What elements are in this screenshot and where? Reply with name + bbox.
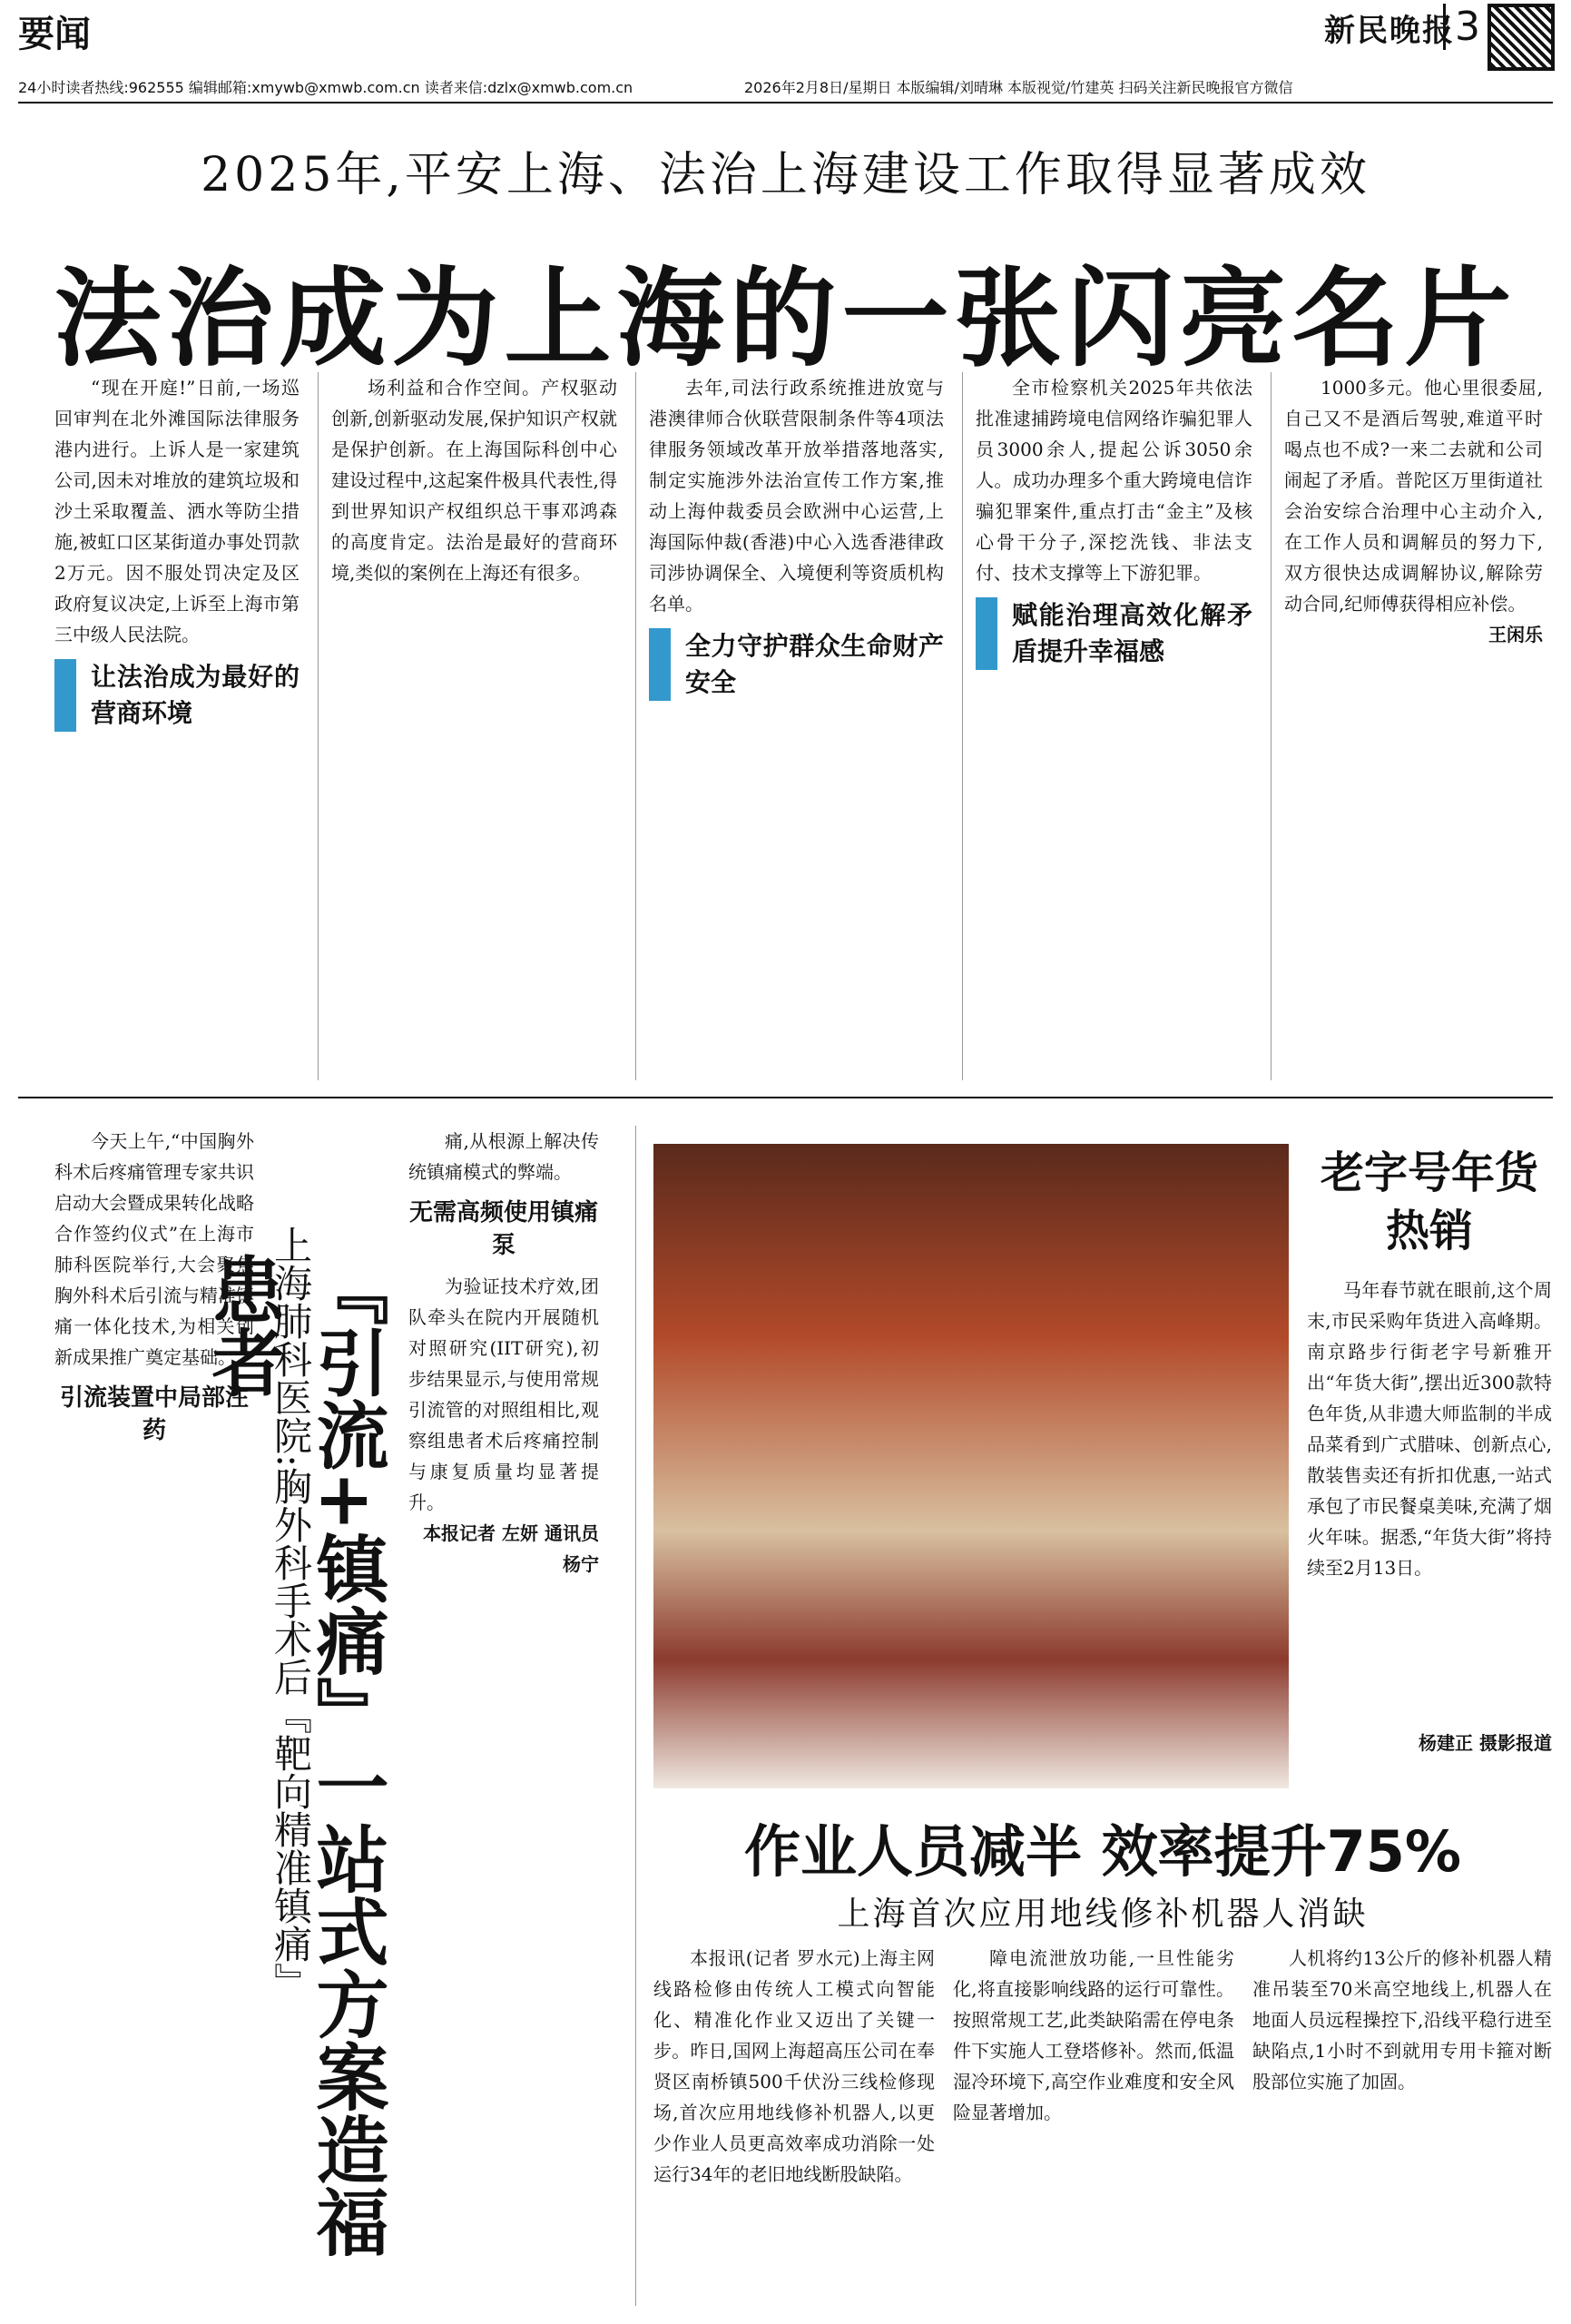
lead-col-3-text: 去年,司法行政系统推进放宽与港澳律师合伙联营限制条件等4项法律服务领域改革开放举措落地落实,制定实施涉外法治宣传工作方案,推动上海仲裁委员会欧洲中心运营,上海国际仲裁(香港)中心入选香港律政司涉协调保全、入境便利等资质机构名单。 bbox=[649, 377, 944, 615]
robot-col-1-text: 本报讯(记者 罗水元)上海主网线路检修由传统人工模式向智能化、精准化作业又迈出了关键一步。昨日,国网上海超高压公司在奉贤区南桥镇500千伏汾三线检修现场,首次应用地线修补机器人,以更少作业人员更高效率成功消除一处运行34年的老旧地线断股缺陷。 bbox=[653, 1947, 935, 2185]
lead-title: 法治成为上海的一张闪亮名片 bbox=[54, 256, 1517, 381]
robot-col-3-text: 人机将约13公斤的修补机器人精准吊装至70米高空地线上,机器人在地面人员远程操控下,沿线平稳行进至缺陷点,1小时不到就用专用卡箍对断股部位实施了加固。 bbox=[1252, 1947, 1552, 2093]
newspaper-brand: 新民晚报 bbox=[1324, 13, 1455, 49]
robot-col-2-text: 障电流泄放功能,一旦性能劣化,将直接影响线路的运行可靠性。按照常规工艺,此类缺陷需在停电条件下实施人工登塔修补。然而,低温湿冷环境下,高空作业难度和安全风险显著增加。 bbox=[953, 1947, 1234, 2123]
hospital-vertical-subtitle: 上海肺科医院:胸外科手术后『靶向精准镇痛』 bbox=[269, 1226, 313, 2002]
hospital-col-2b-text: 为验证技术疗效,团队牵头在院内开展随机对照研究(IIT研究),初步结果显示,与使用常规引流管的对照组相比,观察组患者术后疼痛控制与康复质量均显著提升。 bbox=[408, 1275, 599, 1513]
hospital-byline: 本报记者 左妍 通讯员 杨宁 bbox=[423, 1522, 599, 1575]
hospital-col-2 bbox=[408, 1126, 599, 2306]
robot-col-3 bbox=[1252, 1943, 1552, 2306]
robot-subtitle: 上海首次应用地线修补机器人消缺 bbox=[837, 1896, 1369, 1933]
lead-col-5-text: 1000多元。他心里很委屈,自己又不是酒后驾驶,难道平时喝点也不成?一来二去就和公司闹起了矛盾。普陀区万里街道社会治安综合治理中心主动介入,在工作人员和调解员的努力下,双方很快达成调解协议,解除劳动合同,纪师傅获得相应补偿。 bbox=[1284, 377, 1543, 615]
hospital-vertical-title: 『引流+镇痛』一站式方案造福患者 bbox=[200, 1253, 389, 2259]
qr-code-icon[interactable] bbox=[1488, 4, 1555, 71]
lead-col-1-text: “现在开庭!”日前,一场巡回审判在北外滩国际法律服务港内进行。上诉人是一家建筑公司,因未对堆放的建筑垃圾和沙土采取覆盖、洒水等防尘措施,被虹口区某街道办事处罚款2万元。因不服处罚决定及区政府复议决定,上诉至上海市第三中级人民法院。 bbox=[54, 377, 299, 645]
lead-col-1 bbox=[54, 372, 299, 1080]
lead-byline: 王闲乐 bbox=[1488, 624, 1543, 645]
photo-caption-box bbox=[1307, 1144, 1552, 1788]
lead-col-4-text: 全市检察机关2025年共依法批准逮捕跨境电信网络诈骗犯罪人员3000余人,提起公诉3050余人。成功办理多个重大跨境电信诈骗犯罪案件,重点打击“金主”及核心骨干分子,深挖洗钱、非法支付、技术支撑等上下游犯罪。 bbox=[976, 377, 1252, 584]
hospital-subhead-1: 引流装置中局部注药 bbox=[59, 1384, 249, 1444]
hotline-info: 24小时读者热线:962555 编辑邮箱:xmywb@xmwb.com.cn 读者来信:dzlx@xmwb.com.cn bbox=[18, 79, 633, 96]
lead-col-5 bbox=[1271, 372, 1543, 1080]
lead-subhead-2: 全力守护群众生命财产安全 bbox=[649, 628, 944, 701]
section-label: 要闻 bbox=[18, 14, 91, 55]
robot-col-2 bbox=[953, 1943, 1234, 2306]
date-info: 2026年2月8日/星期日 本版编辑/刘晴琳 本版视觉/竹建英 扫码关注新民晚报官方微信 bbox=[744, 79, 1293, 96]
hospital-subhead-2: 无需高频使用镇痛泵 bbox=[408, 1199, 598, 1259]
lead-subhead-1: 让法治成为最好的营商环境 bbox=[54, 659, 299, 732]
column-divider bbox=[635, 1126, 636, 2306]
lead-col-4 bbox=[962, 372, 1252, 1080]
photo-caption-text: 马年春节就在眼前,这个周末,市民采购年货进入高峰期。南京路步行街老字号新雅开出“年货大街”,摆出近300款特色年货,从非遗大师监制的半成品菜肴到广式腊味、创新点心,散装售卖还有折扣优惠,一站式承包了市民餐桌美味,充满了烟火年味。据悉,“年货大街”将持续至2月13日。 bbox=[1307, 1279, 1552, 1579]
lead-subtitle: 2025年,平安上海、法治上海建设工作取得显著成效 bbox=[201, 148, 1370, 202]
lead-subhead-3: 赋能治理高效化解矛盾提升幸福感 bbox=[976, 597, 1252, 670]
lead-col-2 bbox=[318, 372, 617, 1080]
photo-caption bbox=[1307, 1275, 1552, 1728]
robot-col-1 bbox=[653, 1943, 935, 2306]
lead-col-3 bbox=[635, 372, 944, 1080]
hospital-col-2-text: 痛,从根源上解决传统镇痛模式的弊端。 bbox=[408, 1130, 599, 1183]
page-number: 3 bbox=[1443, 4, 1480, 50]
new-year-goods-photo bbox=[653, 1144, 1289, 1788]
photo-credit: 杨建正 摄影报道 bbox=[1419, 1732, 1552, 1754]
header-rule bbox=[18, 102, 1553, 103]
section-rule bbox=[18, 1097, 1553, 1098]
photo-title: 老字号年货热销 bbox=[1320, 1147, 1538, 1256]
lead-col-2-text: 场利益和合作空间。产权驱动创新,创新驱动发展,保护知识产权就是保护创新。在上海国际科创中心建设过程中,这起案件极具代表性,得到世界知识产权组织总干事邓鸿森的高度肯定。法治是最好的营商环境,类似的案例在上海还有很多。 bbox=[331, 377, 617, 584]
hospital-col-1-text: 今天上午,“中国胸外科术后疼痛管理专家共识启动大会暨成果转化战略合作签约仪式”在上海市肺科医院举行,大会聚焦胸外科术后引流与精准镇痛一体化技术,为相关创新成果推广奠定基础。 bbox=[54, 1130, 254, 1368]
robot-title: 作业人员减半 效率提升75% bbox=[744, 1818, 1461, 1885]
